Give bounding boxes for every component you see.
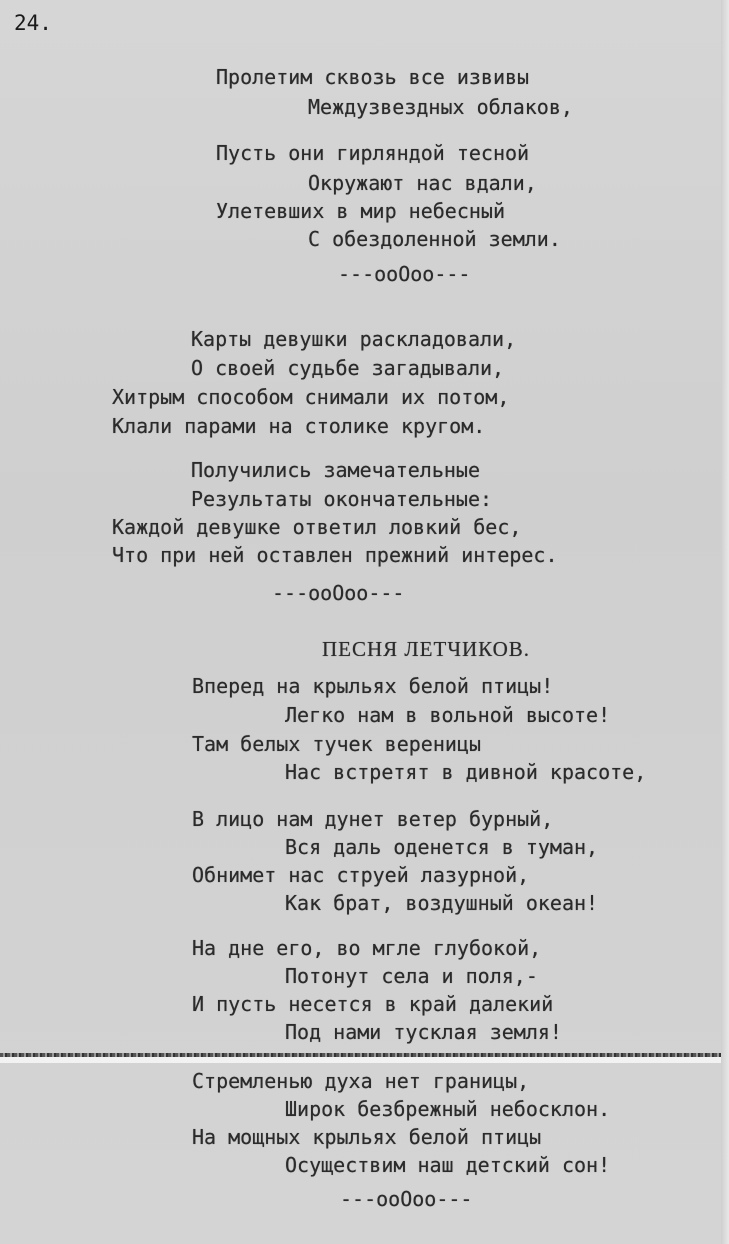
page-edge: [721, 0, 729, 1244]
poem-line: Стремленью духа нет границы,: [192, 1069, 530, 1093]
section-separator: ---ooOoo---: [340, 1187, 473, 1211]
poem-line: В лицо нам дунет ветер бурный,: [192, 807, 554, 831]
page-number: 24.: [14, 11, 52, 35]
poem-line: Легко нам в вольной высоте!: [285, 703, 611, 727]
poem-line: Осуществим наш детский сон!: [285, 1153, 611, 1177]
poem-line: И пусть несется в край далекий: [192, 992, 554, 1016]
poem-line: Окружают нас вдали,: [308, 171, 537, 195]
poem-line: Потонут села и поля,-: [285, 964, 538, 988]
poem-line: Пусть они гирляндой тесной: [216, 141, 530, 165]
poem-line: Там белых тучек вереницы: [192, 732, 481, 756]
poem-line: Широк безбрежный небосклон.: [285, 1097, 611, 1121]
poem-line: Результаты окончательные:: [191, 487, 493, 511]
song-title: ПЕСНЯ ЛЕТЧИКОВ.: [322, 637, 531, 661]
poem-line: Получились замечательные: [191, 458, 480, 482]
poem-line: Обнимет нас струей лазурной,: [192, 863, 530, 887]
poem-line: На дне его, во мгле глубокой,: [192, 936, 542, 960]
section-separator: ---ooOoo---: [338, 262, 471, 286]
poem-line: Хитрым способом снимали их потом,: [112, 385, 510, 409]
poem-line: Вперед на крыльях белой птицы!: [192, 674, 554, 698]
poem-line: Улетевших в мир небесный: [216, 199, 505, 223]
poem-line: Карты девушки раскладовали,: [191, 327, 517, 351]
poem-line: Вся даль оденется в туман,: [285, 835, 599, 859]
poem-line: Что при ней оставлен прежний интерес.: [112, 543, 558, 567]
poem-line: О своей судьбе загадывали,: [191, 356, 505, 380]
poem-line: С обездоленной земли.: [308, 227, 561, 251]
scan-seam: [0, 1053, 729, 1065]
poem-line: Под нами тусклая земля!: [285, 1020, 562, 1044]
poem-line: Клали парами на столике кругом.: [112, 414, 486, 438]
poem-line: На мощных крыльях белой птицы: [192, 1125, 542, 1149]
poem-line: Как брат, воздушный океан!: [285, 891, 599, 915]
poem-line: Нас встретят в дивной красоте,: [285, 760, 647, 784]
section-separator: ---ooOoo---: [272, 581, 405, 605]
poem-line: Каждой девушке ответил ловкий бес,: [112, 515, 522, 539]
poem-line: Междузвездных облаков,: [308, 95, 573, 119]
poem-line: Пролетим сквозь все извивы: [216, 65, 530, 89]
